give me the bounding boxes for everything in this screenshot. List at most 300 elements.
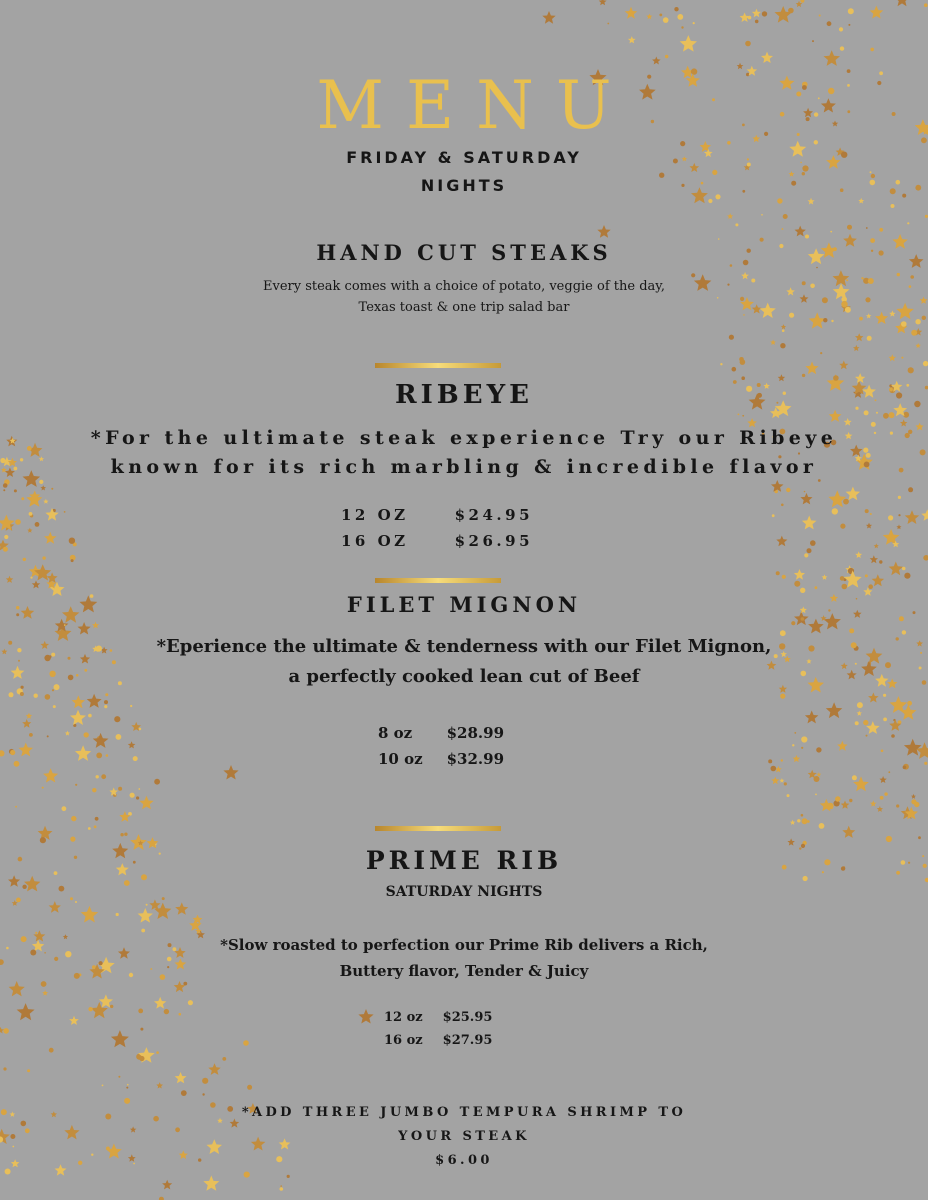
star-icon bbox=[795, 226, 806, 237]
gold-confetti-icon bbox=[776, 571, 780, 575]
gold-confetti-icon bbox=[118, 1076, 120, 1078]
price-size: 8 oz bbox=[378, 724, 413, 742]
gold-confetti-icon bbox=[136, 796, 139, 799]
price-size: 16 OZ bbox=[341, 532, 409, 550]
gold-confetti-icon bbox=[140, 1028, 143, 1031]
gold-confetti-icon bbox=[768, 759, 772, 763]
gold-confetti-icon bbox=[832, 508, 838, 514]
gold-confetti-icon bbox=[923, 361, 928, 366]
gold-confetti-icon bbox=[745, 41, 751, 47]
gold-confetti-icon bbox=[71, 559, 74, 562]
gold-confetti-icon bbox=[782, 329, 785, 332]
gold-confetti-icon bbox=[287, 1175, 290, 1178]
star-icon bbox=[855, 551, 862, 558]
gold-confetti-icon bbox=[867, 336, 872, 341]
gold-confetti-icon bbox=[904, 573, 910, 579]
gold-confetti-icon bbox=[886, 836, 892, 842]
star-icon bbox=[19, 743, 34, 757]
gold-confetti-icon bbox=[888, 771, 890, 773]
star-icon bbox=[128, 741, 136, 748]
star-icon bbox=[781, 324, 786, 329]
gold-confetti-icon bbox=[607, 23, 609, 25]
star-icon bbox=[828, 490, 846, 507]
gold-confetti-icon bbox=[794, 581, 800, 587]
gold-confetti-icon bbox=[62, 806, 67, 811]
gold-confetti-icon bbox=[879, 228, 883, 232]
star-icon bbox=[223, 765, 238, 780]
star-icon bbox=[826, 702, 843, 718]
gold-confetti-icon bbox=[729, 335, 734, 340]
star-icon bbox=[70, 710, 86, 725]
star-icon bbox=[879, 776, 886, 783]
star-icon bbox=[916, 343, 921, 348]
gold-confetti-icon bbox=[884, 792, 887, 795]
filet-desc-line-2: a perfectly cooked lean cut of Beef bbox=[288, 666, 640, 687]
gold-confetti-icon bbox=[9, 692, 14, 697]
gold-confetti-icon bbox=[20, 692, 24, 696]
menu-subtitle bbox=[0, 144, 928, 200]
gold-confetti-icon bbox=[130, 793, 135, 798]
gold-confetti-icon bbox=[222, 1057, 226, 1061]
gold-confetti-icon bbox=[742, 415, 744, 417]
gold-confetti-icon bbox=[847, 225, 852, 230]
star-icon bbox=[855, 333, 863, 341]
star-icon bbox=[625, 7, 638, 19]
gold-confetti-icon bbox=[772, 514, 775, 517]
gold-confetti-icon bbox=[96, 753, 102, 759]
star-icon bbox=[43, 768, 58, 782]
gold-confetti-icon bbox=[901, 321, 907, 327]
star-icon bbox=[870, 6, 884, 19]
gold-confetti-icon bbox=[810, 540, 816, 546]
gold-confetti-icon bbox=[914, 802, 919, 807]
gold-confetti-icon bbox=[202, 1078, 208, 1084]
gold-confetti-icon bbox=[202, 1093, 204, 1095]
gold-confetti-icon bbox=[64, 511, 66, 513]
addon-line-1: *ADD THREE JUMBO TEMPURA SHRIMP TO bbox=[241, 1105, 687, 1120]
gold-confetti-icon bbox=[924, 762, 927, 765]
gold-confetti-icon bbox=[15, 519, 21, 525]
gold-confetti-icon bbox=[674, 7, 678, 11]
gold-confetti-icon bbox=[923, 555, 928, 561]
gold-confetti-icon bbox=[51, 488, 53, 490]
gold-confetti-icon bbox=[4, 535, 8, 539]
gold-confetti-icon bbox=[883, 694, 886, 697]
gold-confetti-icon bbox=[802, 374, 805, 377]
star-icon bbox=[208, 1063, 220, 1075]
gold-confetti-icon bbox=[3, 483, 8, 488]
price-amount: $25.95 bbox=[442, 1010, 493, 1025]
gold-confetti-icon bbox=[70, 837, 75, 842]
gold-confetti-icon bbox=[133, 756, 138, 761]
gold-confetti-icon bbox=[898, 514, 900, 516]
gold-confetti-icon bbox=[138, 788, 140, 790]
gold-confetti-icon bbox=[840, 524, 845, 529]
star-icon bbox=[6, 576, 14, 583]
ribeye-description bbox=[0, 424, 928, 482]
gold-confetti-icon bbox=[106, 754, 109, 757]
gold-confetti-icon bbox=[47, 735, 49, 737]
star-icon bbox=[26, 713, 32, 719]
gold-confetti-icon bbox=[899, 616, 904, 621]
star-icon bbox=[870, 800, 877, 806]
star-icon bbox=[842, 826, 855, 838]
gold-confetti-icon bbox=[812, 40, 814, 42]
star-icon bbox=[900, 704, 916, 719]
gold-confetti-icon bbox=[801, 747, 803, 749]
gold-confetti-icon bbox=[857, 702, 863, 708]
gold-confetti-icon bbox=[891, 734, 895, 738]
gold-confetti-icon bbox=[101, 774, 106, 779]
gold-confetti-icon bbox=[784, 782, 787, 785]
star-icon bbox=[44, 532, 56, 544]
subtitle-line-1: FRIDAY & SATURDAY bbox=[346, 148, 582, 167]
star-icon bbox=[889, 562, 903, 576]
gold-confetti-icon bbox=[807, 820, 810, 823]
star-icon bbox=[87, 694, 102, 708]
gold-confetti-icon bbox=[139, 728, 142, 731]
gold-confetti-icon bbox=[839, 27, 843, 31]
star-icon bbox=[175, 1072, 187, 1083]
star-icon bbox=[816, 772, 821, 777]
gold-confetti-icon bbox=[740, 359, 746, 365]
star-icon bbox=[802, 516, 817, 530]
gold-confetti-icon bbox=[126, 1087, 128, 1089]
gold-confetti-icon bbox=[23, 558, 26, 561]
price-amount: $27.95 bbox=[442, 1033, 493, 1048]
gold-confetti-icon bbox=[243, 1040, 249, 1046]
gold-confetti-icon bbox=[49, 1048, 54, 1053]
gold-confetti-icon bbox=[71, 816, 76, 821]
gold-confetti-icon bbox=[64, 624, 66, 626]
gold-confetti-icon bbox=[69, 538, 75, 544]
gold-confetti-icon bbox=[907, 701, 912, 706]
star-icon bbox=[787, 838, 795, 845]
gold-confetti-icon bbox=[154, 779, 160, 785]
gold-confetti-icon bbox=[118, 787, 122, 791]
gold-confetti-icon bbox=[849, 799, 852, 802]
gold-confetti-icon bbox=[804, 491, 806, 493]
gold-confetti-icon bbox=[880, 796, 884, 800]
gold-confetti-icon bbox=[738, 414, 740, 416]
steaks-note-line-2: Texas toast & one trip salad bar bbox=[358, 300, 570, 315]
gold-confetti-icon bbox=[3, 1028, 9, 1034]
gold-confetti-icon bbox=[84, 732, 89, 737]
gold-confetti-icon bbox=[907, 222, 909, 224]
gold-confetti-icon bbox=[855, 721, 859, 725]
star-icon bbox=[27, 528, 32, 533]
gold-confetti-icon bbox=[801, 617, 805, 621]
gold-confetti-icon bbox=[29, 512, 33, 516]
star-icon bbox=[111, 1030, 129, 1047]
gold-confetti-icon bbox=[883, 413, 889, 419]
addon-price: $6.00 bbox=[435, 1153, 493, 1168]
gold-confetti-icon bbox=[888, 515, 893, 520]
star-icon bbox=[138, 908, 153, 923]
gold-confetti-icon bbox=[908, 367, 914, 373]
gold-confetti-icon bbox=[840, 576, 845, 581]
gold-confetti-icon bbox=[816, 267, 818, 269]
gold-confetti-icon bbox=[34, 694, 38, 698]
gold-confetti-icon bbox=[815, 586, 818, 589]
gold-confetti-icon bbox=[15, 806, 17, 808]
gold-confetti-icon bbox=[280, 1185, 282, 1187]
gold-confetti-icon bbox=[830, 231, 832, 233]
gold-confetti-icon bbox=[120, 833, 123, 836]
gold-confetti-icon bbox=[21, 497, 24, 500]
star-icon bbox=[805, 711, 819, 724]
star-icon bbox=[32, 580, 40, 588]
star-icon bbox=[45, 508, 58, 521]
star-icon bbox=[358, 1009, 373, 1024]
price-amount: $24.95 bbox=[454, 506, 534, 524]
gold-confetti-icon bbox=[14, 761, 20, 767]
addon-line-2: YOUR STEAK bbox=[398, 1129, 530, 1144]
gold-confetti-icon bbox=[720, 363, 722, 365]
star-icon bbox=[793, 755, 800, 762]
star-icon bbox=[93, 733, 109, 748]
gold-confetti-icon bbox=[827, 21, 832, 26]
star-icon bbox=[770, 340, 776, 346]
star-icon bbox=[203, 1176, 219, 1191]
gold-confetti-icon bbox=[820, 352, 822, 354]
gold-confetti-icon bbox=[848, 8, 854, 14]
star-icon bbox=[75, 745, 91, 761]
gold-confetti-icon bbox=[30, 577, 32, 579]
gold-confetti-icon bbox=[88, 714, 92, 718]
star-icon bbox=[81, 906, 99, 923]
gold-confetti-icon bbox=[889, 412, 895, 418]
gold-confetti-icon bbox=[75, 901, 77, 903]
gold-confetti-icon bbox=[110, 1005, 113, 1008]
star-icon bbox=[761, 52, 773, 63]
gold-confetti-icon bbox=[835, 796, 840, 801]
gold-confetti-icon bbox=[902, 567, 906, 571]
star-icon bbox=[49, 901, 61, 913]
gold-confetti-icon bbox=[915, 319, 920, 324]
ribeye-heading: RIBEYE bbox=[395, 380, 533, 410]
gold-confetti-icon bbox=[88, 827, 91, 830]
gold-divider bbox=[375, 826, 501, 831]
star-icon bbox=[65, 731, 70, 736]
gold-confetti-icon bbox=[27, 1069, 30, 1072]
gold-confetti-icon bbox=[780, 343, 785, 348]
gold-confetti-icon bbox=[903, 766, 907, 770]
star-icon bbox=[17, 1003, 35, 1020]
gold-confetti-icon bbox=[35, 522, 40, 527]
star-icon bbox=[857, 711, 862, 716]
gold-confetti-icon bbox=[157, 1052, 159, 1054]
gold-confetti-icon bbox=[865, 574, 868, 577]
star-icon bbox=[822, 574, 828, 580]
star-icon bbox=[872, 574, 885, 586]
gold-confetti-icon bbox=[96, 775, 99, 778]
prime-rib-subheading: SATURDAY NIGHTS bbox=[385, 884, 543, 900]
gold-divider bbox=[375, 578, 501, 583]
gold-confetti-icon bbox=[797, 819, 800, 822]
shrimp-addon bbox=[0, 1101, 928, 1173]
star-icon bbox=[779, 778, 784, 783]
gold-confetti-icon bbox=[815, 794, 817, 796]
gold-confetti-icon bbox=[42, 556, 45, 559]
star-icon bbox=[34, 564, 51, 580]
gold-confetti-icon bbox=[3, 547, 8, 552]
gold-confetti-icon bbox=[870, 513, 872, 515]
gold-confetti-icon bbox=[94, 825, 97, 828]
gold-confetti-icon bbox=[863, 720, 868, 725]
star-icon bbox=[846, 487, 861, 501]
gold-confetti-icon bbox=[908, 487, 913, 492]
gold-confetti-icon bbox=[807, 548, 812, 553]
star-icon bbox=[740, 13, 750, 23]
price-amount: $28.99 bbox=[446, 724, 505, 742]
star-icon bbox=[911, 794, 916, 799]
gold-confetti-icon bbox=[896, 804, 899, 807]
star-icon bbox=[92, 622, 99, 629]
gold-confetti-icon bbox=[794, 732, 796, 734]
star-icon bbox=[646, 14, 652, 20]
star-icon bbox=[877, 806, 883, 812]
gold-confetti-icon bbox=[842, 584, 848, 590]
price-size: 12 OZ bbox=[341, 506, 409, 524]
gold-divider bbox=[375, 363, 501, 368]
prime-desc-line-2: Buttery flavor, Tender & Juicy bbox=[339, 962, 589, 980]
gold-confetti-icon bbox=[898, 496, 901, 499]
star-icon bbox=[874, 543, 879, 548]
ribeye-price-list bbox=[341, 506, 533, 550]
ribeye-desc-line-1: *For the ultimate steak experience Try our Ribeye bbox=[90, 427, 838, 449]
gold-confetti-icon bbox=[42, 787, 44, 789]
gold-confetti-icon bbox=[852, 775, 857, 780]
gold-confetti-icon bbox=[102, 1085, 104, 1087]
gold-confetti-icon bbox=[781, 504, 784, 507]
gold-confetti-icon bbox=[901, 357, 903, 359]
gold-confetti-icon bbox=[814, 776, 820, 782]
star-icon bbox=[904, 739, 922, 756]
gold-confetti-icon bbox=[786, 488, 790, 492]
gold-confetti-icon bbox=[876, 412, 878, 414]
gold-confetti-icon bbox=[164, 1009, 169, 1014]
gold-confetti-icon bbox=[88, 1007, 92, 1011]
gold-confetti-icon bbox=[179, 1013, 182, 1016]
hand-cut-steaks-heading: HAND CUT STEAKS bbox=[316, 240, 612, 265]
price-amount: $32.99 bbox=[446, 750, 505, 768]
price-size: 12 oz bbox=[384, 1010, 423, 1025]
gold-confetti-icon bbox=[816, 747, 821, 752]
price-amount: $26.95 bbox=[454, 532, 534, 550]
star-icon bbox=[853, 345, 860, 351]
star-icon bbox=[794, 569, 805, 580]
star-icon bbox=[72, 695, 85, 708]
star-icon bbox=[599, 0, 607, 5]
star-icon bbox=[652, 57, 661, 65]
menu-title: MENU bbox=[316, 67, 634, 144]
gold-confetti-icon bbox=[247, 1085, 252, 1090]
gold-confetti-icon bbox=[10, 750, 15, 755]
star-icon bbox=[162, 1180, 172, 1190]
star-icon bbox=[839, 361, 848, 370]
gold-confetti-icon bbox=[138, 1009, 143, 1014]
prime-desc-line-1: *Slow roasted to perfection our Prime Rib delivers a Rich, bbox=[220, 936, 708, 954]
star-icon bbox=[837, 741, 848, 751]
star-icon bbox=[752, 9, 761, 18]
gold-confetti-icon bbox=[130, 705, 132, 707]
gold-confetti-icon bbox=[823, 318, 827, 322]
gold-confetti-icon bbox=[918, 836, 921, 839]
gold-confetti-icon bbox=[280, 1187, 284, 1191]
star-icon bbox=[175, 902, 188, 914]
gold-confetti-icon bbox=[181, 1090, 187, 1096]
gold-confetti-icon bbox=[92, 788, 96, 792]
gold-confetti-icon bbox=[800, 0, 804, 3]
gold-confetti-icon bbox=[870, 48, 874, 52]
gold-confetti-icon bbox=[693, 22, 695, 24]
star-icon bbox=[628, 36, 636, 43]
gold-confetti-icon bbox=[188, 1000, 193, 1005]
gold-confetti-icon bbox=[924, 3, 928, 7]
gold-confetti-icon bbox=[866, 227, 868, 229]
gold-confetti-icon bbox=[124, 833, 127, 836]
gold-confetti-icon bbox=[105, 693, 108, 696]
star-icon bbox=[866, 523, 872, 529]
star-icon bbox=[771, 777, 779, 784]
gold-confetti-icon bbox=[848, 24, 850, 26]
gold-confetti-icon bbox=[891, 204, 895, 208]
star-icon bbox=[916, 742, 928, 759]
prime-rib-description bbox=[0, 932, 928, 984]
gold-confetti-icon bbox=[911, 330, 917, 336]
gold-confetti-icon bbox=[787, 794, 790, 797]
star-icon bbox=[156, 1082, 163, 1088]
gold-confetti-icon bbox=[735, 223, 738, 226]
gold-confetti-icon bbox=[782, 228, 784, 230]
subtitle-line-2: NIGHTS bbox=[420, 176, 508, 195]
gold-confetti-icon bbox=[840, 46, 844, 50]
gold-confetti-icon bbox=[104, 705, 107, 708]
gold-confetti-icon bbox=[116, 734, 122, 740]
gold-confetti-icon bbox=[104, 700, 108, 704]
gold-confetti-icon bbox=[781, 759, 783, 761]
gold-confetti-icon bbox=[819, 15, 821, 17]
gold-confetti-icon bbox=[141, 874, 147, 880]
star-icon bbox=[889, 354, 896, 361]
gold-confetti-icon bbox=[883, 718, 887, 722]
filet-price-list bbox=[378, 724, 504, 768]
star-icon bbox=[22, 719, 31, 728]
gold-confetti-icon bbox=[53, 705, 56, 708]
gold-confetti-icon bbox=[831, 320, 833, 322]
gold-confetti-icon bbox=[819, 823, 825, 829]
gold-confetti-icon bbox=[881, 750, 884, 753]
star-icon bbox=[905, 510, 920, 524]
star-icon bbox=[921, 509, 928, 520]
gold-confetti-icon bbox=[45, 694, 51, 700]
gold-confetti-icon bbox=[127, 1084, 129, 1086]
star-icon bbox=[597, 225, 610, 238]
filet-desc-line-1: *Eperience the ultimate & tenderness with our Filet Mignon, bbox=[156, 636, 772, 657]
star-icon bbox=[883, 529, 900, 545]
star-icon bbox=[69, 1016, 79, 1025]
gold-confetti-icon bbox=[29, 733, 33, 737]
prime-rib-price-list bbox=[384, 1010, 492, 1048]
gold-confetti-icon bbox=[139, 1056, 144, 1061]
gold-confetti-icon bbox=[879, 560, 882, 563]
gold-confetti-icon bbox=[677, 14, 683, 20]
star-icon bbox=[43, 499, 48, 504]
star-icon bbox=[868, 693, 879, 703]
star-icon bbox=[0, 1027, 4, 1034]
star-icon bbox=[542, 11, 555, 24]
